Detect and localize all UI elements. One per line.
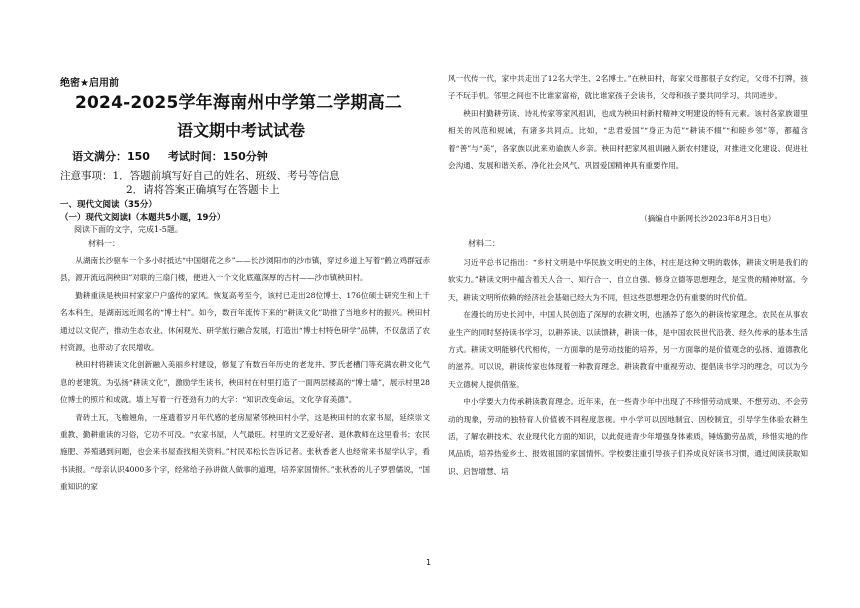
notice-item-2: 2．请将答案正确填写在答题卡上 — [126, 184, 280, 196]
reading-instruction: 阅读下面的文字，完成1-5题。 — [74, 225, 183, 234]
score-and-time — [72, 148, 282, 164]
notice-item-1: 1．答题前填写好自己的姓名、班级、考号等信息 — [112, 170, 340, 182]
section-title: 一、现代文阅读（35分） — [60, 200, 157, 210]
right-column-top-text — [448, 70, 808, 174]
material-2-label: 材料二： — [468, 239, 500, 248]
page-number: 1 — [426, 558, 432, 567]
paragraph: 从湖南长沙驱车一个多小时抵达“中国烟花之乡”——长沙浏阳市的沙市镇，穿过乡道上写着“鹤立鸡群冠赤县，源开流远润秧田”对联的三扇门楼，便进入一个文化底蕴深厚的古村——沙市镇秧田村。 — [60, 256, 430, 283]
notice-label: 注意事项： — [60, 170, 113, 182]
paragraph: 青砖土瓦，飞檐翘角，一座遗着岁月年代感的老房屋紧邻秧田村小学，这是秧田村的农家书屋，延续崇文重教、勤耕重读的习俗，它功不可没。“农家书屋，人气最旺。村里的文艺爱好者、退休教师在这里看书；农民施肥、养殖遇到问题，也会来书屋查找相关资料。”村民邓松长告诉记者。张秋香老人也经常来书屋学认字，看书读报。“母亲认识4000多个字，经常给子孙讲做人做事的道理，培养家国情怀。”张秋香的儿子罗碧儒说，“国重知识的家 — [60, 412, 430, 492]
paragraph: 在漫长的历史长河中，中国人民创造了深厚的农耕文明，也涵养了悠久的耕读传家理念。农民在从事农业生产的同时坚持读书学习，以耕养读、以读馈耕，耕读一体，是中国农民世代沿袭、经久传承的基本生活方式。耕读文明能够代代相传，一方面靠的是劳动技能的培养，另一方面靠的是价值观念的弘扬、道德教化的滋养。可以说，耕读传家也体现着一种教育理念。耕读教育中重视劳动、提倡读书学习的理念，可以为今天立德树人提供借鉴。 — [448, 310, 808, 389]
right-column-bottom-text — [448, 254, 808, 480]
notice-block — [60, 169, 340, 197]
exam-title-line2: 语文期中考试试卷 — [177, 121, 306, 140]
source-citation: （摘编自中新网长沙2023年8月3日电） — [640, 214, 776, 223]
paragraph: 勤耕重读是秧田村家家户户盛传的家风。恢复高考至今，该村已走出28位博士、176位硕士研究生和上千名本科生，是湖南远近闻名的“博士村”。如今，数百年流传下来的“耕读文化”助推了当地乡村的振兴。秧田村通过以文促产，推动生态农业、休闲观光、研学旅行融合发展，打造出“博士村特色研学”品牌，不仅盘活了农村资源，也带动了农民增收。 — [60, 290, 430, 353]
confidential-mark: 绝密★启用前 — [60, 78, 119, 89]
exam-time: 考试时间：150分钟 — [167, 150, 268, 163]
material-1-label: 材料一： — [88, 239, 120, 248]
full-score: 语文满分：150 — [72, 150, 150, 163]
left-column-text — [60, 252, 430, 496]
exam-title-line1: 2024-2025学年海南州中学第二学期高二 — [75, 93, 403, 113]
paragraph: 习近平总书记指出：“乡村文明是中华民族文明史的主体，村庄是这种文明的载体，耕读文明是我们的软实力。”耕读文明中蕴含着天人合一、知行合一、自立自强、修身立德等思想理念，是宝贵的精神财富。今天，耕读文明所依赖的经济社会基础已经大为不同，但这些思想理念仍有重要的时代价值。 — [448, 258, 808, 302]
paragraph: 秧田村将耕读文化创新融入美丽乡村建设，修复了有数百年历史的老龙井、罗氏老槽门等充满农耕文化气息的老建筑。为弘扬“耕读文化”，激励学生读书，秧田村在村里打造了一面两层楼高的“博士墙”，展示村里28位博士的照片和成就。墙上写着一行苍劲有力的大字：“知识改变命运，文化孕育美德”。 — [60, 360, 430, 405]
paragraph: 秧田村勤耕劳读、诗礼传家等家风祖训，也成为秧田村新村精神文明建设的特有元素。该村各家族谱里相关的风范和规诫，有诸多共同点。比如，“忠君爱国”“身正为范”“耕读不辍”“和睦乡邻”等，都蕴含着“善”与“美”，各家族以此来劝谕族人乡亲。秧田村把家风祖训融入新农村建设，对推进文化建设、促进社会沟通、发展和谐关系、净化社会风气、巩固爱国精神具有重要作用。 — [448, 108, 808, 171]
paragraph: 风一代传一代，家中共走出了12名大学生、2名博士。”在秧田村，每家父母都很子女约定，父母不打牌，孩子不玩手机。邻里之间也不比谁家富裕，就比谁家孩子会读书，父母和孩子要共同学习、共同进步。 — [448, 74, 808, 101]
paragraph: 中小学要大力传承耕读教育理念。近年来，在一些青少年中出现了不珍惜劳动成果、不想劳动、不会劳动的现象，劳动的独特育人价值被不同程度忽视。中小学可以因地制宜、因校制宜，引导学生体验农耕生活，了解农耕技术、农业现代化方面的知识，以此促进青少年增强身体素质，锤炼勤劳品质，珍惜实地的作风品质，培养热爱乡土、报效祖国的家国情怀。学校要注重引导孩子们养成良好读书习惯，通过阅读获取知识、启智增慧、培 — [448, 397, 808, 476]
section-subtitle: （一）现代文阅读Ⅰ（本题共5小题，19分） — [60, 213, 226, 223]
